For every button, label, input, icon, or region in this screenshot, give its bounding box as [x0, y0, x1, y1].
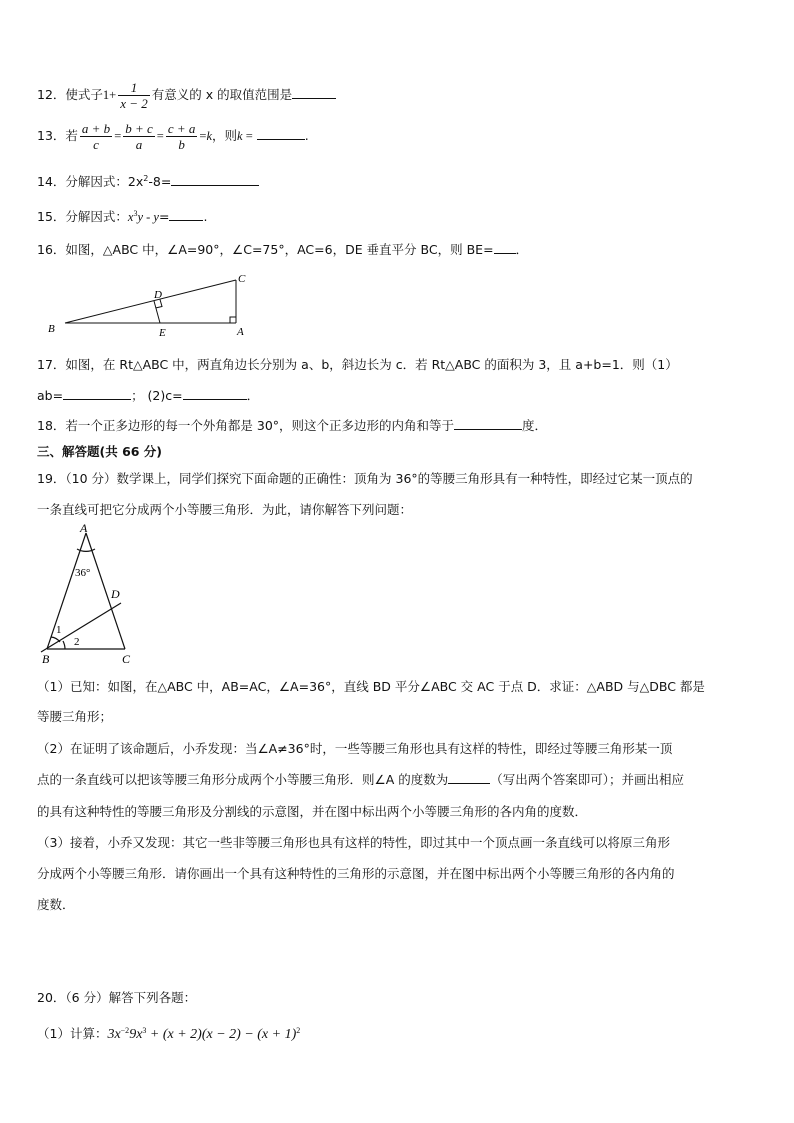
fig16-label-A: A	[237, 326, 244, 338]
q20-expr-3: + (x + 2)(x − 2) − (x + 1)	[146, 1027, 297, 1042]
fig19-angle-arc-1	[51, 637, 60, 642]
q15-answer-blank	[169, 208, 203, 221]
question-13	[37, 121, 309, 152]
q15-sup: 3	[133, 208, 138, 218]
fig16-segment-DE	[154, 301, 160, 323]
q19-line1: 19．（10 分）数学课上，同学们探究下面命题的正确性：顶角为 36°的等腰三角形具有一种特性，即经过它某一顶点的	[37, 471, 693, 486]
q13-answer-blank	[257, 127, 305, 140]
fig16-label-B: B	[48, 323, 55, 335]
q13-k: k	[206, 129, 213, 143]
question-16	[37, 240, 528, 258]
fig19-line-BD	[41, 603, 121, 652]
q13-suffix-pre: ，则	[212, 128, 238, 143]
q13-number: 13．若	[37, 128, 78, 143]
q12-answer-blank	[292, 86, 336, 99]
q14-text2: -8=	[148, 174, 172, 189]
q17-line1: 17．如图，在 Rt△ABC 中，两直角边长分别为 a、b，斜边长为 c．若 Rt△ABC 的面积为 3，且 a+b=1．则（1）	[37, 357, 678, 372]
q15-expr: x	[127, 210, 134, 224]
q13-f3-den: b	[178, 137, 185, 152]
q17-line2c: ．	[246, 388, 260, 403]
fig16-label-E: E	[159, 327, 166, 339]
fig19-label-A: A	[80, 523, 88, 535]
q13-f3-num: c + a	[167, 121, 196, 136]
q20-expr-2-sup: 3	[142, 1025, 147, 1035]
q13-suffix-eq: =	[242, 129, 253, 143]
fig19-angle-arc-2	[63, 641, 65, 649]
q18-text: 18．若一个正多边形的每一个外角都是 30°，则这个正多边形的内角和等于	[37, 418, 455, 433]
fig19-label-B: B	[42, 652, 50, 665]
q13-k2: k	[237, 129, 243, 143]
q19-part3-line3: 度数．	[37, 897, 75, 912]
q12-number: 12．	[37, 87, 66, 102]
q12-frac-num: 1	[118, 80, 150, 96]
q13-eq2: =	[156, 129, 164, 143]
q20-part1	[37, 1024, 300, 1043]
q20-line1: 20．（6 分）解答下列各题：	[37, 990, 197, 1005]
q20-expr-1: 3x	[107, 1027, 121, 1042]
q19-p2-line2b: （写出两个答案即可）；并画出相应	[490, 772, 684, 787]
q16-text: 16．如图，△ABC 中，∠A=90°，∠C=75°，AC=6，DE 垂直平分 BC，则 BE=	[37, 242, 494, 257]
q13-eq3: =	[199, 129, 207, 143]
q13-f1-num: a + b	[81, 121, 111, 136]
q20-p1-prefix: （1）计算：	[37, 1026, 108, 1041]
fig19-label-2: 2	[74, 636, 80, 648]
question-17-line-1	[37, 355, 678, 373]
q19-p2-line2a: 点的一条直线可以把该等腰三角形分成两个小等腰三角形．则∠A 的度数为	[37, 772, 449, 787]
q18-answer-blank	[454, 417, 522, 430]
q19-part3-line2: 分成两个小等腰三角形．请你画出一个具有这种特性的三角形的示意图，并在图中标出两个小等腰三角形的各内角的	[37, 866, 675, 881]
q14-text: 14．分解因式：2x	[37, 174, 144, 189]
figure-19-triangle	[36, 523, 146, 665]
fig19-label-D: D	[111, 587, 120, 601]
fig16-label-C: C	[238, 273, 246, 285]
q14-sup: 2	[143, 173, 149, 183]
q15-end: .	[203, 209, 208, 224]
q17-answer-blank-2	[183, 387, 247, 400]
q19-part2-answer-blank	[448, 771, 490, 784]
q19-part3-line1: （3）接着，小乔又发现：其它一些非等腰三角形也具有这样的特性，即过其中一个顶点画一条直线可以将原三角形	[37, 835, 670, 850]
q13-end: .	[304, 128, 309, 143]
q20-expr-2: 9x	[129, 1027, 143, 1042]
q19-part1-line1: （1）已知：如图，在△ABC 中，AB=AC，∠A=36°，直线 BD 平分∠ABC 交 AC 于点 D．求证：△ABD 与△DBC 都是	[37, 679, 705, 694]
fig19-label-1: 1	[56, 624, 62, 636]
q13-fraction-3	[166, 121, 198, 152]
fig16-label-D: D	[154, 289, 162, 301]
section-title: 三、解答题(共 66 分)	[37, 444, 163, 459]
q15-expr2: y - y	[137, 210, 159, 224]
q20-expr-3-sup: 2	[296, 1025, 301, 1035]
question-17-line-2	[37, 386, 259, 404]
q13-fraction-2	[123, 121, 155, 152]
fig19-label-C: C	[122, 652, 131, 665]
q12-prefix: 使式子	[65, 87, 103, 102]
q13-f2-den: a	[135, 137, 143, 152]
q13-f1-den: c	[93, 137, 99, 152]
fig16-side-BC	[65, 280, 236, 323]
q16-answer-blank	[494, 241, 516, 254]
q16-end: ．	[515, 242, 529, 257]
q19-part2-line1: （2）在证明了该命题后，小乔发现：当∠A≠36°时，一些等腰三角形也具有这样的特性，即经过等腰三角形某一顶	[37, 741, 673, 756]
q17-answer-blank-1	[63, 387, 131, 400]
question-15	[37, 207, 207, 225]
q20-expr-1-sup: −2	[120, 1025, 130, 1035]
q12-suffix: 有意义的 x 的取值范围是	[151, 87, 293, 102]
question-18	[37, 416, 547, 434]
q12-fraction	[118, 80, 150, 111]
q19-part2-line2	[37, 770, 684, 788]
q15-number: 15．分解因式：	[37, 209, 128, 224]
q19-part2-line3: 的具有这种特性的等腰三角形及分割线的示意图，并在图中标出两个小等腰三角形的各内角的度数．	[37, 804, 588, 819]
q19-line2: 一条直线可把它分成两个小等腰三角形．为此，请你解答下列问题：	[37, 502, 413, 517]
q19-part1-line2: 等腰三角形；	[37, 709, 113, 724]
q17-line2a: ab=	[37, 388, 64, 403]
q13-f2-num: b + c	[125, 121, 153, 136]
question-14	[37, 172, 259, 190]
q18-end: 度．	[522, 418, 548, 433]
fig16-right-angle-A	[230, 317, 236, 323]
figure-16-triangle	[40, 268, 260, 340]
q13-eq1: =	[114, 129, 122, 143]
q17-line2b: ； (2)c=	[131, 388, 183, 403]
q12-expr-lead: 1+	[102, 88, 117, 102]
question-12	[37, 80, 336, 111]
q14-answer-blank	[171, 173, 259, 186]
q12-frac-den: x − 2	[120, 96, 148, 111]
fig19-label-angle: 36°	[75, 567, 91, 579]
q15-eq: =	[158, 209, 170, 224]
q13-fraction-1	[80, 121, 112, 152]
